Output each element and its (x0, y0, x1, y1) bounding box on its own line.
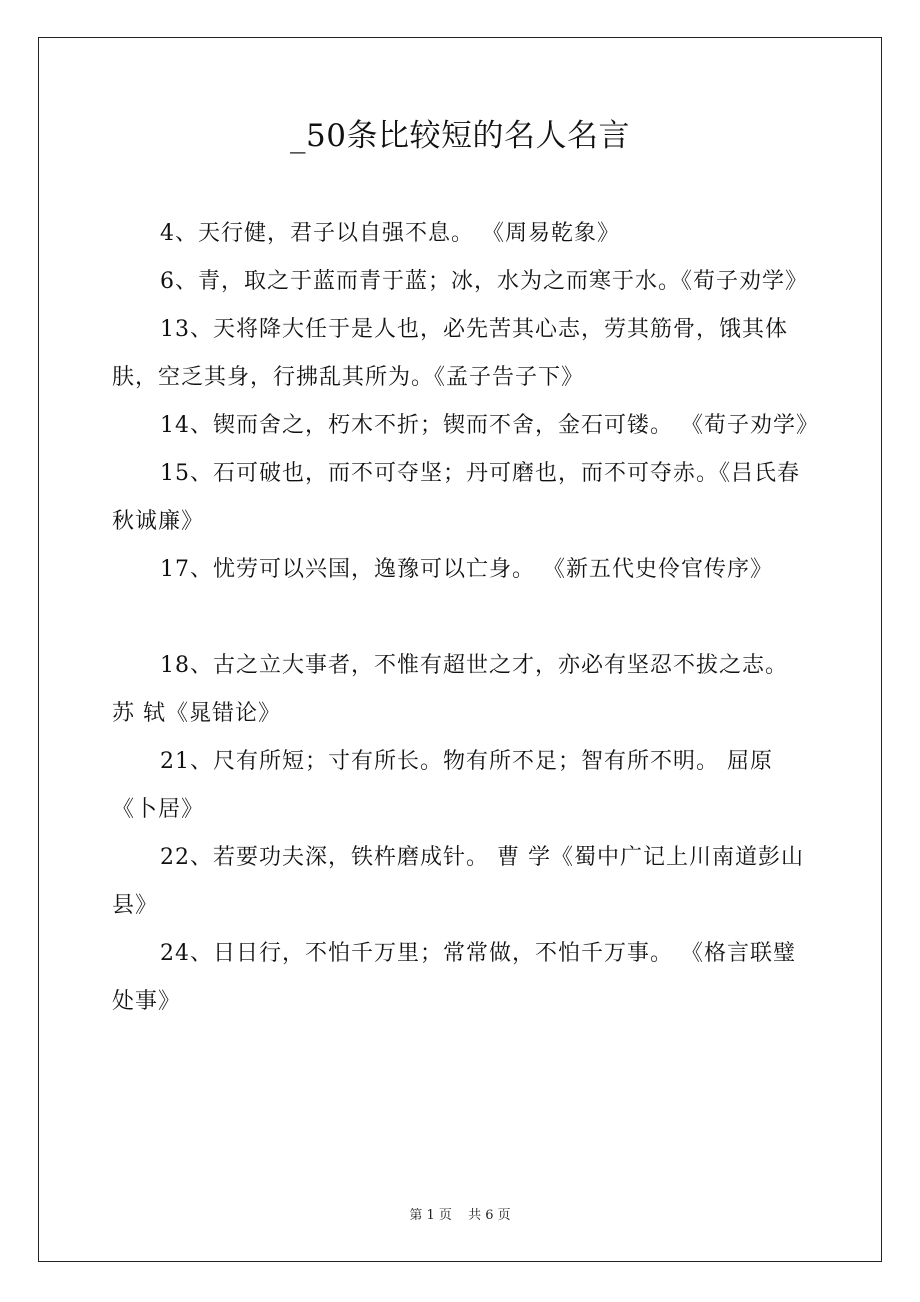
page-footer (0, 1206, 920, 1226)
quote-item: 21、尺有所短；寸有所长。物有所不足；智有所不明。 屈原《卜居》 (112, 749, 773, 822)
spacer (112, 594, 812, 642)
quote-item: 17、忧劳可以兴国，逸豫可以亡身。 《新五代史伶官传序》 (160, 557, 773, 582)
quote-item: 24、日日行，不怕千万里；常常做，不怕千万事。 《格言联璧处事》 (112, 941, 796, 1014)
document-title: _50条比较短的名人名言 (290, 118, 630, 154)
quote-item: 14、锲而舍之，朽木不折；锲而不舍，金石可镂。 《荀子劝学》 (160, 413, 819, 438)
quote-item: 6、青，取之于蓝而青于蓝；冰，水为之而寒于水。《荀子劝学》 (160, 269, 808, 294)
quote-item: 18、古之立大事者，不惟有超世之才，亦必有坚忍不拔之志。 苏 轼《晁错论》 (112, 653, 788, 726)
quote-item: 22、若要功夫深，铁杵磨成针。 曹 学《蜀中广记上川南道彭山县》 (112, 845, 804, 918)
page-number: 第 1 页 (409, 1208, 452, 1223)
quote-list (112, 210, 819, 1026)
quote-item: 4、天行健，君子以自强不息。 《周易乾象》 (160, 221, 620, 246)
page-total: 共 6 页 (468, 1208, 511, 1223)
quote-item: 15、石可破也，而不可夺坚；丹可磨也，而不可夺赤。《吕氏春秋诚廉》 (112, 461, 800, 534)
quote-item: 13、天将降大任于是人也，必先苦其心志，劳其筋骨，饿其体肤，空乏其身，行拂乱其所为。《孟子告子下》 (112, 317, 788, 390)
